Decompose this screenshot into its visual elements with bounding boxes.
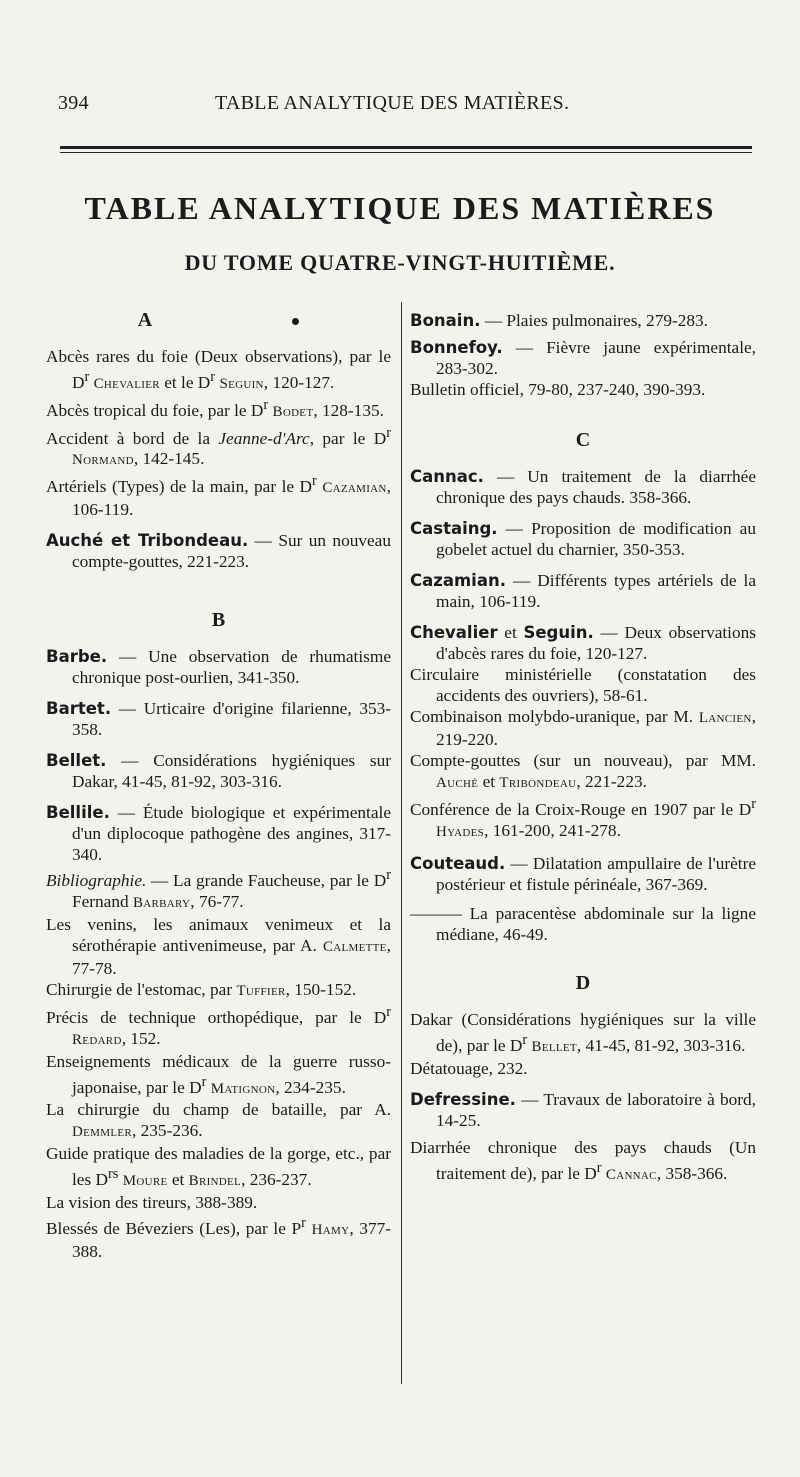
running-head: [58, 92, 750, 124]
entry-bulletin: Bulletin officiel, 79-80, 237-240, 390-393.: [410, 380, 706, 399]
section-letter: C: [575, 429, 591, 451]
section-letter-a: [46, 310, 391, 336]
entry-couteaud-paracentese: ——— La paracentèse abdominale sur la ligne médiane, 46-49.: [410, 903, 756, 944]
entry-cazamian: Cazamian. — Différents types artériels de la main, 106-119.: [410, 571, 756, 611]
entry-castaing: Castaing. — Proposition de modification au gobelet actuel du charnier, 350-353.: [410, 519, 756, 559]
header-rule-thin: [60, 152, 752, 153]
section-letter-b: [46, 610, 391, 636]
entry-cannac: Cannac. — Un traitement de la diarrhée chronique des pays chauds. 358-366.: [410, 467, 756, 507]
entry-circulaire: Circulaire ministérielle (constatation des accidents des ouvriers), 58-61.: [410, 665, 756, 705]
entry-detatouage: Détatouage, 232.: [410, 1058, 528, 1078]
entry-bibliographie: Bibliographie. — La grande Faucheuse, par le $D^r$ Fernand Barbary, 76-77.: [46, 867, 391, 911]
entry-dakar: Dakar (Considérations hygiéniques sur la ville de), par le $D^r$ Bellet, 41-45, 81-92, 303-316.: [410, 1009, 756, 1055]
running-head-title: TABLE ANALYTIQUE DES MATIÈRES.: [215, 92, 570, 114]
entry-precis: Précis de technique orthopédique, par le $D^r$ Redard, 152.: [46, 1003, 391, 1048]
entry-abces-rares: Abcès rares du foie (Deux observations), par le $D^r$ Chevalier et le $D^r$ Seguin, 120-127.: [46, 347, 391, 392]
entry-abces-tropical: Abcès tropical du foie, par le $D^r$ Bodet, 128-135.: [46, 396, 384, 420]
entry-bellet: Bellet. — Considérations hygiéniques sur Dakar, 41-45, 81-92, 303-316.: [46, 751, 391, 792]
entry-combinaison: Combinaison molybdo-uranique, par M. Lancien, 219-220.: [410, 707, 756, 749]
entry-compte-gouttes: Compte-gouttes (sur un nouveau), par MM. Auché et Tribondeau, 221-223.: [410, 751, 756, 791]
entry-defressine: Defressine. — Travaux de laboratoire à bord, 14-25.: [410, 1089, 756, 1130]
header-rule-thick: [60, 146, 752, 149]
section-letter: D: [575, 971, 591, 994]
page-number: 394: [58, 92, 89, 114]
entry-bellile: Bellile. — Étude biologique et expérimentale d'un diplocoque pathogène des angines, 317-340.: [46, 803, 391, 865]
section-letter-d: [410, 973, 756, 999]
section-letter-c: [410, 430, 756, 456]
entry-bonnefoy: Bonnefoy. — Fièvre jaune expérimentale, 283-302.: [410, 338, 756, 378]
entry-guide: Guide pratique des maladies de la gorge, etc., par les $D^{rs}$ Moure et Brindel, 236-237.: [46, 1144, 391, 1190]
entry-blesses: Blessés de Béveziers (Les), par le $P^r$ Hamy, 377-388.: [46, 1215, 391, 1261]
entry-diarrhee: Diarrhée chronique des pays chauds (Un traitement de), par le $D^r$ Cannac, 358-366.: [410, 1137, 756, 1183]
entry-conference: Conférence de la Croix-Rouge en 1907 par le $D^r$ Hyades, 161-200, 241-278.: [410, 796, 756, 840]
entry-chirurgie-estomac: Chirurgie de l'estomac, par Tuffier, 150-152.: [46, 979, 357, 999]
entry-bonain: Bonain. — Plaies pulmonaires, 279-283.: [410, 311, 708, 330]
page-title: TABLE ANALYTIQUE DES MATIÈRES: [84, 190, 716, 226]
ink-dot: [292, 318, 299, 325]
left-column: [46, 310, 391, 1262]
entry-champ-bataille: La chirurgie du champ de bataille, par A. Demmler, 235-236.: [46, 1100, 391, 1141]
column-divider: [401, 302, 402, 1384]
entry-enseignements: Enseignements médicaux de la guerre russo-japonaise, par le $D^r$ Matignon, 234-235.: [46, 1051, 391, 1097]
right-column: [410, 310, 756, 1185]
page-subtitle: DU TOME QUATRE-VINGT-HUITIÈME.: [184, 250, 616, 275]
entry-accident: Accident à bord de la Jeanne-d'Arc, par le $D^r$ Normand, 142-145.: [46, 424, 391, 469]
section-letter: B: [211, 609, 226, 632]
entry-venins: Les venins, les animaux venimeux et la sérothérapie antivenimeuse, par A. Calmette, 77-78.: [46, 914, 391, 978]
entry-vision: La vision des tireurs, 388-389.: [46, 1193, 258, 1213]
entry-arteriels: Artériels (Types) de la main, par le $D^r$ Cazamian, 106-119.: [46, 473, 391, 520]
section-letter: A: [137, 309, 153, 331]
entry-couteaud: Couteaud. — Dilatation ampullaire de l'urètre postérieur et fistule périnéale, 367-369.: [410, 853, 756, 894]
entry-barbe: Barbe. — Une observation de rhumatisme chronique post-ourlien, 341-350.: [46, 647, 391, 688]
entry-bartet: Bartet. — Urticaire d'origine filarienne, 353-358.: [46, 699, 391, 740]
entry-auche: Auché et Tribondeau. — Sur un nouveau compte-gouttes, 221-223.: [46, 531, 391, 572]
entry-chevalier: Chevalier et Seguin. — Deux observations d'abcès rares du foie, 120-127.: [410, 623, 756, 663]
